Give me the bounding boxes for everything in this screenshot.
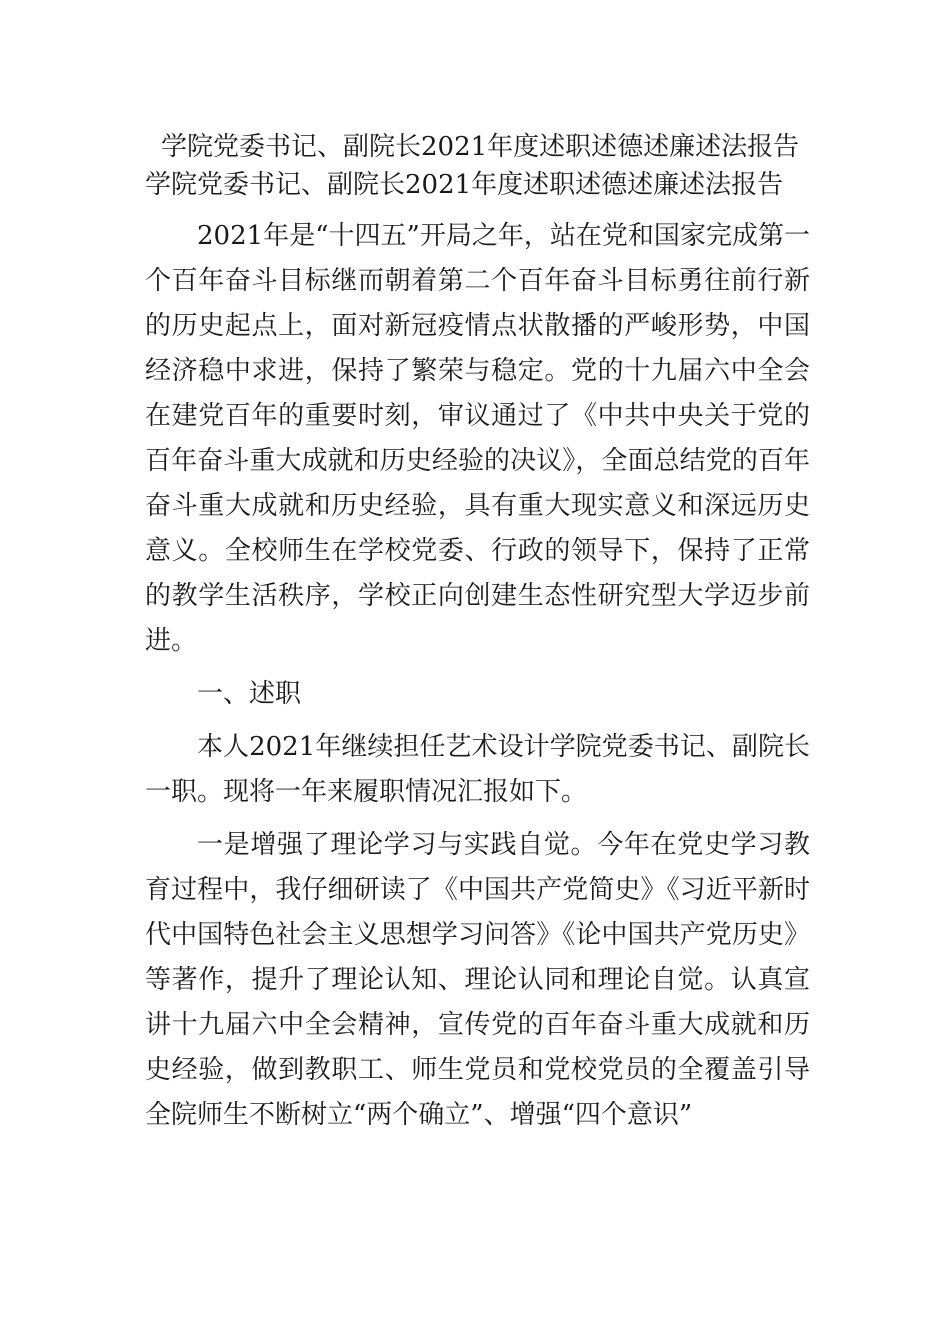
document-title-repeat: 学院党委书记、副院长2021年度述职述德述廉述法报告	[145, 170, 784, 200]
document-title: 学院党委书记、副院长2021年度述职述德述廉述法报告	[161, 132, 800, 162]
duty-paragraph: 本人2021年继续担任艺术设计学院党委书记、副院长一职。现将一年来履职情况汇报如下。	[145, 732, 810, 807]
document-body	[145, 128, 810, 1146]
section-heading: 一、述职	[197, 679, 302, 709]
study-paragraph: 一是增强了理论学习与实践自觉。今年在党史学习教育过程中，我仔细研读了《中国共产党简史》《习近平新时代中国特色社会主义思想学习问答》《论中国共产党历史》等著作，提升了理论认知、理论认同和理论自觉。认真宣讲十九届六中全会精神，宣传党的百年奋斗重大成就和历史经验，做到教职工、师生党员和党校党员的全覆盖引导全院师生不断树立“两个确立”、增强“四个意识”	[145, 830, 810, 1130]
intro-paragraph: 2021年是“十四五”开局之年，站在党和国家完成第一个百年奋斗目标继而朝着第二个百年奋斗目标勇往前行新的历史起点上，面对新冠疫情点状散播的严峻形势，中国经济稳中求进，保持了繁荣与稳定。党的十九届六中全会在建党百年的重要时刻，审议通过了《中共中央关于党的百年奋斗重大成就和历史经验的决议》，全面总结党的百年奋斗重大成就和历史经验，具有重大现实意义和深远历史意义。全校师生在学校党委、行政的领导下，保持了正常的教学生活秩序，学校正向创建生态性研究型大学迈步前进。	[145, 221, 810, 656]
